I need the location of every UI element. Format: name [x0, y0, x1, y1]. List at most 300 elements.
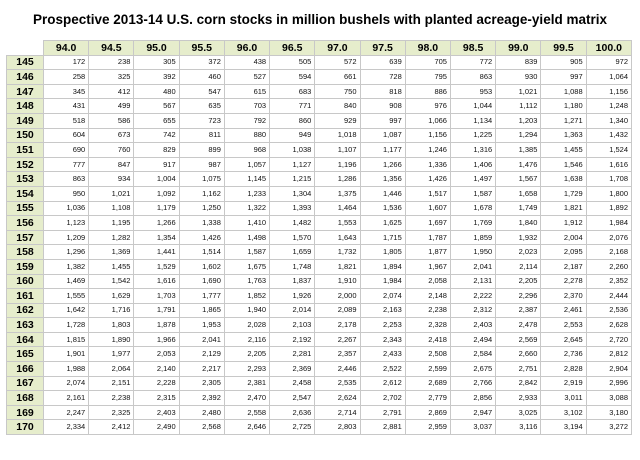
stocks-cell: 1,195 [89, 216, 134, 231]
stocks-cell: 1,476 [496, 157, 541, 172]
stocks-cell: 2,131 [450, 274, 495, 289]
stocks-cell: 792 [224, 113, 269, 128]
stocks-cell: 2,116 [224, 332, 269, 347]
stocks-cell: 777 [44, 157, 89, 172]
stocks-cell: 604 [44, 128, 89, 143]
stocks-cell: 2,228 [134, 376, 179, 391]
stocks-cell: 2,370 [541, 289, 586, 304]
stocks-cell: 3,194 [541, 420, 586, 435]
stocks-cell: 1,967 [405, 259, 450, 274]
stocks-cell: 1,498 [224, 230, 269, 245]
stocks-cell: 1,570 [270, 230, 315, 245]
stocks-cell: 1,567 [496, 172, 541, 187]
stocks-cell: 412 [89, 84, 134, 99]
stocks-cell: 1,087 [360, 128, 405, 143]
table-row [7, 391, 632, 406]
stocks-cell: 3,272 [586, 420, 631, 435]
stocks-cell: 2,205 [224, 347, 269, 362]
stocks-cell: 2,089 [315, 303, 360, 318]
stocks-cell: 2,689 [405, 376, 450, 391]
stocks-cell: 499 [89, 99, 134, 114]
stocks-cell: 1,524 [586, 143, 631, 158]
stocks-cell: 1,690 [179, 274, 224, 289]
row-header-acreage: 146 [7, 70, 44, 85]
stocks-cell: 1,162 [179, 186, 224, 201]
stocks-cell: 2,163 [360, 303, 405, 318]
row-header-acreage: 147 [7, 84, 44, 99]
stocks-cell: 505 [270, 55, 315, 70]
stocks-cell: 1,643 [315, 230, 360, 245]
stocks-cell: 2,312 [450, 303, 495, 318]
stocks-cell: 2,296 [496, 289, 541, 304]
stocks-cell: 547 [179, 84, 224, 99]
table-row [7, 113, 632, 128]
row-header-acreage: 150 [7, 128, 44, 143]
stocks-cell: 997 [360, 113, 405, 128]
stocks-cell: 655 [134, 113, 179, 128]
stocks-cell: 639 [360, 55, 405, 70]
stocks-cell: 1,215 [270, 172, 315, 187]
stocks-cell: 594 [270, 70, 315, 85]
stocks-cell: 1,732 [315, 245, 360, 260]
table-row [7, 318, 632, 333]
stocks-cell: 1,369 [89, 245, 134, 260]
stocks-cell: 2,446 [315, 362, 360, 377]
stocks-cell: 1,728 [44, 318, 89, 333]
stocks-cell: 2,334 [44, 420, 89, 435]
table-row [7, 303, 632, 318]
stocks-cell: 1,286 [315, 172, 360, 187]
stocks-cell: 2,444 [586, 289, 631, 304]
stocks-cell: 2,919 [541, 376, 586, 391]
stocks-cell: 1,642 [44, 303, 89, 318]
stocks-cell: 2,205 [496, 274, 541, 289]
stocks-cell: 1,322 [224, 201, 269, 216]
stocks-cell: 905 [541, 55, 586, 70]
stocks-cell: 1,225 [450, 128, 495, 143]
stocks-cell: 1,044 [450, 99, 495, 114]
stocks-cell: 2,267 [315, 332, 360, 347]
stocks-cell: 2,470 [224, 391, 269, 406]
row-header-acreage: 169 [7, 405, 44, 420]
stocks-cell: 305 [134, 55, 179, 70]
stocks-cell: 860 [270, 113, 315, 128]
stocks-cell: 2,192 [270, 332, 315, 347]
stocks-cell: 1,716 [89, 303, 134, 318]
stocks-cell: 1,892 [586, 201, 631, 216]
stocks-cell: 325 [89, 70, 134, 85]
row-header-acreage: 152 [7, 157, 44, 172]
stocks-cell: 527 [224, 70, 269, 85]
stocks-cell: 2,238 [405, 303, 450, 318]
stocks-cell: 1,340 [586, 113, 631, 128]
stocks-cell: 1,932 [496, 230, 541, 245]
stocks-cell: 2,168 [586, 245, 631, 260]
stocks-cell: 1,156 [405, 128, 450, 143]
stocks-cell: 2,095 [541, 245, 586, 260]
stocks-cell: 1,112 [496, 99, 541, 114]
stocks-cell: 1,455 [541, 143, 586, 158]
stocks-cell: 917 [134, 157, 179, 172]
row-header-acreage: 160 [7, 274, 44, 289]
stocks-cell: 1,587 [224, 245, 269, 260]
stocks-cell: 2,253 [360, 318, 405, 333]
stocks-cell: 1,890 [89, 332, 134, 347]
stocks-cell: 2,646 [224, 420, 269, 435]
column-header-yield: 95.0 [134, 41, 179, 56]
table-row [7, 157, 632, 172]
column-header-yield: 98.0 [405, 41, 450, 56]
stocks-cell: 1,482 [270, 216, 315, 231]
stocks-cell: 2,041 [179, 332, 224, 347]
stocks-cell: 1,926 [270, 289, 315, 304]
stocks-cell: 372 [179, 55, 224, 70]
table-row [7, 128, 632, 143]
stocks-cell: 2,293 [224, 362, 269, 377]
stocks-cell: 1,134 [450, 113, 495, 128]
stocks-cell: 1,338 [179, 216, 224, 231]
stocks-cell: 2,803 [315, 420, 360, 435]
stocks-cell: 1,953 [179, 318, 224, 333]
stocks-cell: 1,271 [541, 113, 586, 128]
row-header-acreage: 154 [7, 186, 44, 201]
stocks-cell: 1,127 [270, 157, 315, 172]
stocks-cell: 1,602 [179, 259, 224, 274]
stocks-cell: 950 [44, 186, 89, 201]
stocks-cell: 2,569 [496, 332, 541, 347]
column-header-yield: 97.0 [315, 41, 360, 56]
stocks-cell: 1,638 [541, 172, 586, 187]
stocks-cell: 976 [405, 99, 450, 114]
row-header-acreage: 166 [7, 362, 44, 377]
stocks-cell: 258 [44, 70, 89, 85]
stocks-cell: 2,522 [360, 362, 405, 377]
stocks-cell: 772 [450, 55, 495, 70]
stocks-cell: 2,076 [586, 230, 631, 245]
stocks-cell: 1,233 [224, 186, 269, 201]
stocks-cell: 1,248 [586, 99, 631, 114]
stocks-cell: 1,587 [450, 186, 495, 201]
stocks-cell: 1,021 [496, 84, 541, 99]
stocks-cell: 2,996 [586, 376, 631, 391]
stocks-cell: 1,177 [360, 143, 405, 158]
stocks-cell: 2,478 [496, 318, 541, 333]
stocks-cell: 1,038 [270, 143, 315, 158]
stocks-cell: 2,103 [270, 318, 315, 333]
stocks-cell: 703 [224, 99, 269, 114]
stocks-cell: 1,469 [44, 274, 89, 289]
stocks-cell: 2,418 [405, 332, 450, 347]
stocks-cell: 899 [179, 143, 224, 158]
stocks-cell: 2,028 [224, 318, 269, 333]
stocks-cell: 1,840 [496, 216, 541, 231]
stocks-cell: 1,057 [224, 157, 269, 172]
stocks-cell: 1,966 [134, 332, 179, 347]
stocks-cell: 1,763 [224, 274, 269, 289]
stocks-cell: 2,315 [134, 391, 179, 406]
table-row [7, 259, 632, 274]
table-row [7, 55, 632, 70]
stocks-cell: 1,749 [496, 201, 541, 216]
stocks-cell: 1,988 [44, 362, 89, 377]
column-header-yield: 94.0 [44, 41, 89, 56]
stocks-cell: 2,247 [44, 405, 89, 420]
stocks-cell: 705 [405, 55, 450, 70]
stocks-cell: 2,151 [89, 376, 134, 391]
stocks-cell: 840 [315, 99, 360, 114]
stocks-cell: 2,260 [586, 259, 631, 274]
row-header-acreage: 161 [7, 289, 44, 304]
stocks-cell: 1,625 [360, 216, 405, 231]
stocks-cell: 2,558 [224, 405, 269, 420]
stocks-cell: 1,800 [586, 186, 631, 201]
stocks-cell: 1,036 [44, 201, 89, 216]
stocks-cell: 1,203 [496, 113, 541, 128]
stocks-cell: 3,037 [450, 420, 495, 435]
stocks-cell: 1,517 [405, 186, 450, 201]
stocks-cell: 2,904 [586, 362, 631, 377]
stocks-cell: 2,403 [450, 318, 495, 333]
stocks-cell: 1,536 [360, 201, 405, 216]
stocks-cell: 1,729 [541, 186, 586, 201]
stocks-cell: 2,856 [450, 391, 495, 406]
stocks-cell: 1,894 [360, 259, 405, 274]
row-header-acreage: 145 [7, 55, 44, 70]
stocks-cell: 2,392 [179, 391, 224, 406]
stocks-cell: 2,238 [89, 391, 134, 406]
stocks-cell: 2,148 [405, 289, 450, 304]
stocks-cell: 1,878 [134, 318, 179, 333]
stocks-cell: 953 [450, 84, 495, 99]
stocks-cell: 2,433 [360, 347, 405, 362]
stocks-cell: 1,092 [134, 186, 179, 201]
stocks-cell: 683 [270, 84, 315, 99]
stocks-cell: 1,616 [586, 157, 631, 172]
stocks-cell: 1,209 [44, 230, 89, 245]
stocks-cell: 1,514 [179, 245, 224, 260]
table-row [7, 201, 632, 216]
stocks-cell: 1,940 [224, 303, 269, 318]
stocks-cell: 2,129 [179, 347, 224, 362]
stocks-cell: 2,187 [541, 259, 586, 274]
stocks-cell: 2,536 [586, 303, 631, 318]
stocks-cell: 392 [134, 70, 179, 85]
stocks-cell: 818 [360, 84, 405, 99]
stocks-cell: 1,852 [224, 289, 269, 304]
stocks-cell: 1,393 [270, 201, 315, 216]
stocks-cell: 2,508 [405, 347, 450, 362]
stocks-cell: 1,246 [405, 143, 450, 158]
stocks-cell: 238 [89, 55, 134, 70]
stocks-cell: 1,336 [405, 157, 450, 172]
stocks-cell: 2,736 [541, 347, 586, 362]
stocks-cell: 1,877 [405, 245, 450, 260]
table-row [7, 376, 632, 391]
stocks-cell: 795 [405, 70, 450, 85]
stocks-cell: 2,064 [89, 362, 134, 377]
table-row [7, 289, 632, 304]
stocks-cell: 929 [315, 113, 360, 128]
stocks-cell: 742 [134, 128, 179, 143]
stocks-cell: 2,628 [586, 318, 631, 333]
stocks-cell: 438 [224, 55, 269, 70]
stocks-cell: 1,553 [315, 216, 360, 231]
stocks-cell: 2,014 [270, 303, 315, 318]
stocks-cell: 2,357 [315, 347, 360, 362]
stocks-cell: 1,678 [450, 201, 495, 216]
stocks-cell: 1,294 [496, 128, 541, 143]
stocks-cell: 1,145 [224, 172, 269, 187]
stocks-cell: 968 [224, 143, 269, 158]
stocks-cell: 1,179 [134, 201, 179, 216]
stocks-cell: 886 [405, 84, 450, 99]
stocks-cell: 750 [315, 84, 360, 99]
column-header-yield: 94.5 [89, 41, 134, 56]
table-row [7, 405, 632, 420]
row-header-acreage: 151 [7, 143, 44, 158]
table-row [7, 332, 632, 347]
column-header-yield: 99.0 [496, 41, 541, 56]
stocks-cell: 1,950 [450, 245, 495, 260]
stocks-cell: 2,842 [496, 376, 541, 391]
stocks-cell: 2,053 [134, 347, 179, 362]
table-row [7, 274, 632, 289]
table-row [7, 143, 632, 158]
stocks-cell: 1,107 [315, 143, 360, 158]
stocks-cell: 1,363 [541, 128, 586, 143]
stocks-cell: 1,382 [44, 259, 89, 274]
stocks-cell: 2,004 [541, 230, 586, 245]
stocks-cell: 987 [179, 157, 224, 172]
stocks-cell: 1,815 [44, 332, 89, 347]
stocks-cell: 1,708 [586, 172, 631, 187]
stocks-cell: 811 [179, 128, 224, 143]
stocks-cell: 1,304 [270, 186, 315, 201]
column-header-yield: 100.0 [586, 41, 631, 56]
table-row [7, 347, 632, 362]
corner-cell [7, 41, 44, 56]
stocks-cell: 2,458 [270, 376, 315, 391]
column-header-yield: 95.5 [179, 41, 224, 56]
stocks-cell: 863 [450, 70, 495, 85]
stocks-cell: 2,412 [89, 420, 134, 435]
stocks-cell: 2,751 [496, 362, 541, 377]
stocks-cell: 1,066 [405, 113, 450, 128]
stocks-cell: 839 [496, 55, 541, 70]
stocks-cell: 3,102 [541, 405, 586, 420]
stocks-cell: 2,480 [179, 405, 224, 420]
stocks-cell: 480 [134, 84, 179, 99]
row-header-acreage: 170 [7, 420, 44, 435]
page-title: Prospective 2013-14 U.S. corn stocks in million bushels with planted acreage-yield matrix [33, 12, 607, 27]
stocks-cell: 728 [360, 70, 405, 85]
stocks-cell: 1,196 [315, 157, 360, 172]
stocks-cell: 760 [89, 143, 134, 158]
stocks-cell: 1,837 [270, 274, 315, 289]
stocks-cell: 3,116 [496, 420, 541, 435]
stocks-cell: 2,812 [586, 347, 631, 362]
stocks-cell: 673 [89, 128, 134, 143]
stocks-cell: 1,455 [89, 259, 134, 274]
stocks-cell: 1,250 [179, 201, 224, 216]
table-row [7, 70, 632, 85]
stocks-cell: 2,325 [89, 405, 134, 420]
stocks-cell: 2,881 [360, 420, 405, 435]
stocks-cell: 1,021 [89, 186, 134, 201]
stocks-cell: 1,296 [44, 245, 89, 260]
stocks-cell: 1,977 [89, 347, 134, 362]
stocks-cell: 2,869 [405, 405, 450, 420]
stocks-cell: 1,441 [134, 245, 179, 260]
stocks-cell: 1,616 [134, 274, 179, 289]
table-row [7, 99, 632, 114]
matrix-body [7, 55, 632, 434]
stocks-cell: 1,156 [586, 84, 631, 99]
stocks-cell: 2,645 [541, 332, 586, 347]
stocks-cell: 1,821 [541, 201, 586, 216]
stocks-cell: 635 [179, 99, 224, 114]
stocks-cell: 1,385 [496, 143, 541, 158]
stocks-cell: 1,356 [360, 172, 405, 187]
stocks-cell: 2,381 [224, 376, 269, 391]
stocks-cell: 949 [270, 128, 315, 143]
stocks-cell: 2,490 [134, 420, 179, 435]
stocks-cell: 172 [44, 55, 89, 70]
stocks-cell: 930 [496, 70, 541, 85]
stocks-cell: 431 [44, 99, 89, 114]
stocks-cell: 2,612 [360, 376, 405, 391]
stocks-cell: 1,180 [541, 99, 586, 114]
stocks-cell: 2,636 [270, 405, 315, 420]
table-row [7, 186, 632, 201]
stocks-cell: 908 [360, 99, 405, 114]
table-row [7, 172, 632, 187]
stocks-cell: 2,947 [450, 405, 495, 420]
stocks-cell: 1,865 [179, 303, 224, 318]
stocks-cell: 2,494 [450, 332, 495, 347]
stocks-cell: 1,984 [586, 216, 631, 231]
stocks-cell: 690 [44, 143, 89, 158]
stocks-cell: 2,074 [44, 376, 89, 391]
stocks-cell: 1,354 [134, 230, 179, 245]
stocks-cell: 2,178 [315, 318, 360, 333]
stocks-cell: 2,702 [360, 391, 405, 406]
stocks-cell: 2,535 [315, 376, 360, 391]
row-header-acreage: 162 [7, 303, 44, 318]
stocks-cell: 2,343 [360, 332, 405, 347]
stocks-cell: 1,497 [450, 172, 495, 187]
stocks-cell: 997 [541, 70, 586, 85]
stocks-cell: 2,281 [270, 347, 315, 362]
stocks-cell: 1,703 [134, 289, 179, 304]
stocks-cell: 2,023 [496, 245, 541, 260]
stocks-cell: 2,599 [405, 362, 450, 377]
stocks-cell: 2,933 [496, 391, 541, 406]
row-header-acreage: 165 [7, 347, 44, 362]
stocks-cell: 2,624 [315, 391, 360, 406]
row-header-acreage: 164 [7, 332, 44, 347]
stocks-cell: 572 [315, 55, 360, 70]
row-header-acreage: 157 [7, 230, 44, 245]
stocks-cell: 1,266 [360, 157, 405, 172]
stocks-cell: 1,805 [360, 245, 405, 260]
stocks-cell: 1,123 [44, 216, 89, 231]
stocks-cell: 2,403 [134, 405, 179, 420]
stocks-cell: 723 [179, 113, 224, 128]
stocks-cell: 2,779 [405, 391, 450, 406]
stocks-cell: 586 [89, 113, 134, 128]
stocks-cell: 2,114 [496, 259, 541, 274]
